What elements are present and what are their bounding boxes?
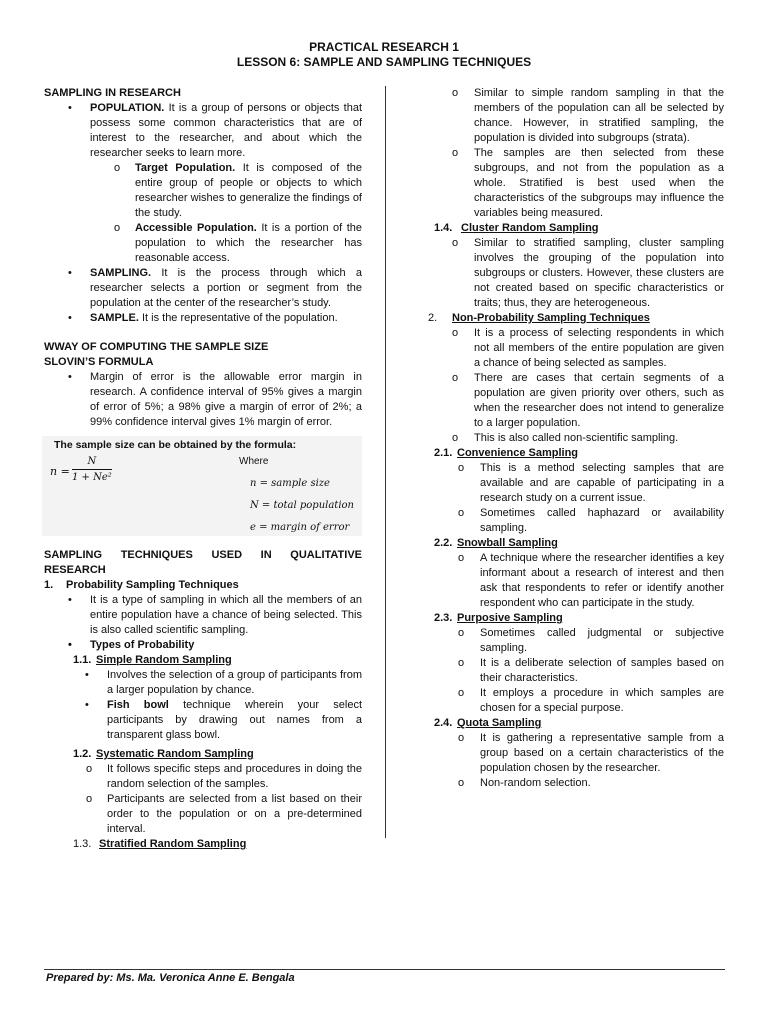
section-number: 2.1. (434, 447, 453, 459)
stratified-bullet-2 (426, 146, 724, 221)
bullet-text: technique wherein your select participants by drawing out names from a transparent glass bowl. (107, 699, 362, 741)
section-number: 1.2. (73, 748, 92, 760)
snowball-heading (426, 536, 724, 551)
bullet-text: Non-random selection. (480, 777, 591, 789)
margin-of-error-item (44, 370, 362, 430)
accessible-population-term: Accessible Population. (135, 222, 257, 234)
right-column (426, 86, 724, 791)
circle-bullet-icon: o (458, 687, 465, 699)
bullet-text: It is a process of selecting respondents in which not all members of the entire population are given a chance of being selected as samples. (474, 327, 724, 369)
sampling-item (44, 266, 362, 311)
formula-where: Where (239, 456, 269, 467)
bullet-text: Similar to stratified sampling, cluster sampling involves the grouping of the population into subgroups or clusters. However, these clusters are not created based on specific characteristics or traits; thus, they are heterogeneous. (474, 237, 724, 309)
circle-bullet-icon: o (458, 657, 465, 669)
sample-definition: It is the representative of the population. (141, 312, 338, 324)
slovin-formula-heading: SLOVIN’S FORMULA (44, 356, 154, 368)
simple-random-bullet (44, 668, 362, 698)
circle-bullet-icon: o (458, 507, 465, 519)
bullet-text: It follows specific steps and procedures in doing the random selection of the samples. (107, 763, 362, 790)
bullet-text: A technique where the researcher identifies a key informant about a research of interest and then ask that respondents to refer or identify another respondent who can participate in the study. (480, 552, 724, 609)
section-title: Purposive Sampling (457, 612, 563, 624)
bullet-text: Participants are selected from a list based on their order to the population or on a pre-determined interval. (107, 793, 362, 835)
systematic-bullet-1 (44, 762, 362, 792)
cluster-bullet-1 (426, 236, 724, 311)
circle-bullet-icon: o (86, 763, 93, 775)
bullet-icon: • (68, 594, 72, 606)
stratified-bullet-1 (426, 86, 724, 146)
purposive-bullet-3 (426, 686, 724, 716)
bullet-icon: • (68, 639, 72, 651)
bullet-text: Sometimes called judgmental or subjective sampling. (480, 627, 724, 654)
compute-sample-size-heading: WWAY OF COMPUTING THE SAMPLE SIZE (44, 341, 269, 353)
target-population-item (44, 161, 362, 221)
population-item (44, 101, 362, 161)
section-title: Simple Random Sampling (96, 654, 232, 666)
quota-bullet-2 (426, 776, 724, 791)
circle-bullet-icon: o (458, 732, 465, 744)
section-number: 2. (428, 312, 438, 324)
circle-bullet-icon: o (452, 432, 459, 444)
purposive-bullet-1 (426, 626, 724, 656)
column-divider (385, 86, 386, 838)
sample-item (44, 311, 362, 326)
quota-bullet-1 (426, 731, 724, 776)
probability-definition-item (44, 593, 362, 638)
course-title: PRACTICAL RESEARCH 1 (309, 40, 459, 54)
types-of-probability-item (44, 638, 362, 653)
section-number: 2.3. (434, 612, 453, 624)
simple-random-heading (44, 653, 362, 668)
circle-bullet-icon: o (452, 237, 459, 249)
circle-bullet-icon: o (114, 222, 121, 234)
section-number: 2.4. (434, 717, 453, 729)
bullet-text: It employs a procedure in which samples are chosen for a special purpose. (480, 687, 724, 714)
lesson-title: LESSON 6: SAMPLE AND SAMPLING TECHNIQUES (236, 55, 532, 69)
bullet-icon: • (68, 371, 72, 383)
sampling-in-research-heading: SAMPLING IN RESEARCH (44, 87, 181, 99)
accessible-population-definition: It is a portion of the population to which the researcher has reasonable access. (135, 222, 362, 264)
section-title: Probability Sampling Techniques (66, 579, 239, 591)
circle-bullet-icon: o (452, 372, 459, 384)
circle-bullet-icon: o (458, 777, 465, 789)
bullet-text: Similar to simple random sampling in that the members of the population can all be selected by chance. However, in stratified sampling, the population is divided into subgroups (strata). (474, 87, 724, 144)
circle-bullet-icon: o (452, 327, 459, 339)
bullet-text: This is also called non-scientific sampling. (474, 432, 679, 444)
systematic-bullet-2 (44, 792, 362, 837)
bullet-text: It is gathering a representative sample from a group based on a certain characteristics of the population chosen by the researcher. (480, 732, 724, 774)
target-population-definition: It is composed of the entire group of people or objects to which researcher wishes to generalize the findings of the study. (135, 162, 363, 219)
bullet-text: Involves the selection of a group of participants from a larger population by chance. (107, 669, 362, 696)
section-title: Stratified Random Sampling (99, 838, 247, 850)
non-probability-bullet-1 (426, 326, 724, 371)
formula-lhs: n = (50, 465, 70, 478)
formula-fraction (72, 454, 112, 485)
section-title: Snowball Sampling (457, 537, 558, 549)
section-number: 1.1. (73, 654, 92, 666)
circle-bullet-icon: o (86, 793, 93, 805)
section-number: 1.3. (73, 838, 92, 850)
probability-heading (44, 578, 362, 593)
types-of-probability-label: Types of Probability (90, 639, 195, 651)
formula-numerator: N (72, 454, 112, 470)
bullet-text: There are cases that certain segments of a population are given priority over others, such as when the researcher does not intend to generalize to a larger population. (474, 372, 724, 429)
circle-bullet-icon: o (458, 462, 465, 474)
section-title: Cluster Random Sampling (461, 222, 599, 234)
non-probability-heading (426, 311, 724, 326)
sampling-techniques-heading: SAMPLING TECHNIQUES USED IN QUALITATIVE RESEARCH (44, 549, 362, 576)
section-title: Systematic Random Sampling (96, 748, 254, 760)
target-population-term: Target Population. (135, 162, 236, 174)
cluster-random-heading (426, 221, 724, 236)
non-probability-bullet-3 (426, 431, 724, 446)
bullet-icon: • (85, 699, 89, 711)
formula-denominator: 1 + Ne² (72, 472, 112, 483)
convenience-bullet-1 (426, 461, 724, 506)
convenience-bullet-2 (426, 506, 724, 536)
bullet-text: Sometimes called haphazard or availability sampling. (480, 507, 724, 534)
circle-bullet-icon: o (452, 87, 459, 99)
bullet-icon: • (68, 267, 72, 279)
margin-of-error-text: Margin of error is the allowable error margin in research. A confidence interval of 95% gives a margin of error of 5%; a 98% give a margin of error of 2%; a 99% confidence interval gives 1% margin of error. (90, 371, 362, 428)
bullet-icon: • (85, 669, 89, 681)
sampling-term: SAMPLING. (90, 267, 152, 279)
section-number: 1.4. (434, 222, 453, 234)
bullet-icon: • (68, 312, 72, 324)
formula-caption: The sample size can be obtained by the formula: (54, 439, 297, 451)
circle-bullet-icon: o (458, 627, 465, 639)
population-definition: It is a group of persons or objects that possess some common characteristics that are of interest to the researcher, and about which the researcher seeks to learn more. (90, 102, 363, 159)
probability-definition: It is a type of sampling in which all the members of an entire population have a chance of being selected. This is also called scientific sampling. (90, 594, 362, 636)
slovin-formula-image (42, 436, 362, 536)
section-title: Quota Sampling (457, 717, 542, 729)
sampling-definition: It is the process through which a researcher selects a portion or segment from the population at the center of the researcher’s study. (90, 267, 363, 309)
sample-term: SAMPLE. (90, 312, 139, 324)
section-number: 1. (44, 579, 54, 591)
circle-bullet-icon: o (452, 147, 459, 159)
fish-bowl-term: Fish bowl (107, 699, 169, 711)
stratified-random-heading (44, 837, 362, 852)
circle-bullet-icon: o (458, 552, 465, 564)
non-probability-bullet-2 (426, 371, 724, 431)
bullet-text: It is a deliberate selection of samples based on their characteristics. (480, 657, 724, 684)
prepared-by: Prepared by: Ms. Ma. Veronica Anne E. Bengala (46, 972, 295, 984)
section-number: 2.2. (434, 537, 453, 549)
accessible-population-item (44, 221, 362, 266)
snowball-bullet-1 (426, 551, 724, 611)
population-term: POPULATION. (90, 102, 165, 114)
convenience-heading (426, 446, 724, 461)
circle-bullet-icon: o (114, 162, 121, 174)
footer-rule (44, 969, 725, 970)
left-column (44, 86, 362, 852)
purposive-heading (426, 611, 724, 626)
legend-total-population: N = total population (250, 500, 354, 511)
bullet-text: The samples are then selected from these subgroups, and not from the population as a whole. Stratified is best used when the characteristics of the subgroups may influence the variables being measured. (474, 147, 724, 219)
quota-heading (426, 716, 724, 731)
section-title: Convenience Sampling (457, 447, 579, 459)
purposive-bullet-2 (426, 656, 724, 686)
legend-sample-size: n = sample size (250, 478, 330, 489)
fish-bowl-bullet (44, 698, 362, 743)
bullet-text: This is a method selecting samples that are available and are capable of participating in a research study on a current issue. (480, 462, 724, 504)
legend-margin-of-error: e = margin of error (250, 522, 350, 533)
section-title: Non-Probability Sampling Techniques (452, 312, 650, 324)
bullet-icon: • (68, 102, 72, 114)
systematic-random-heading (44, 747, 362, 762)
